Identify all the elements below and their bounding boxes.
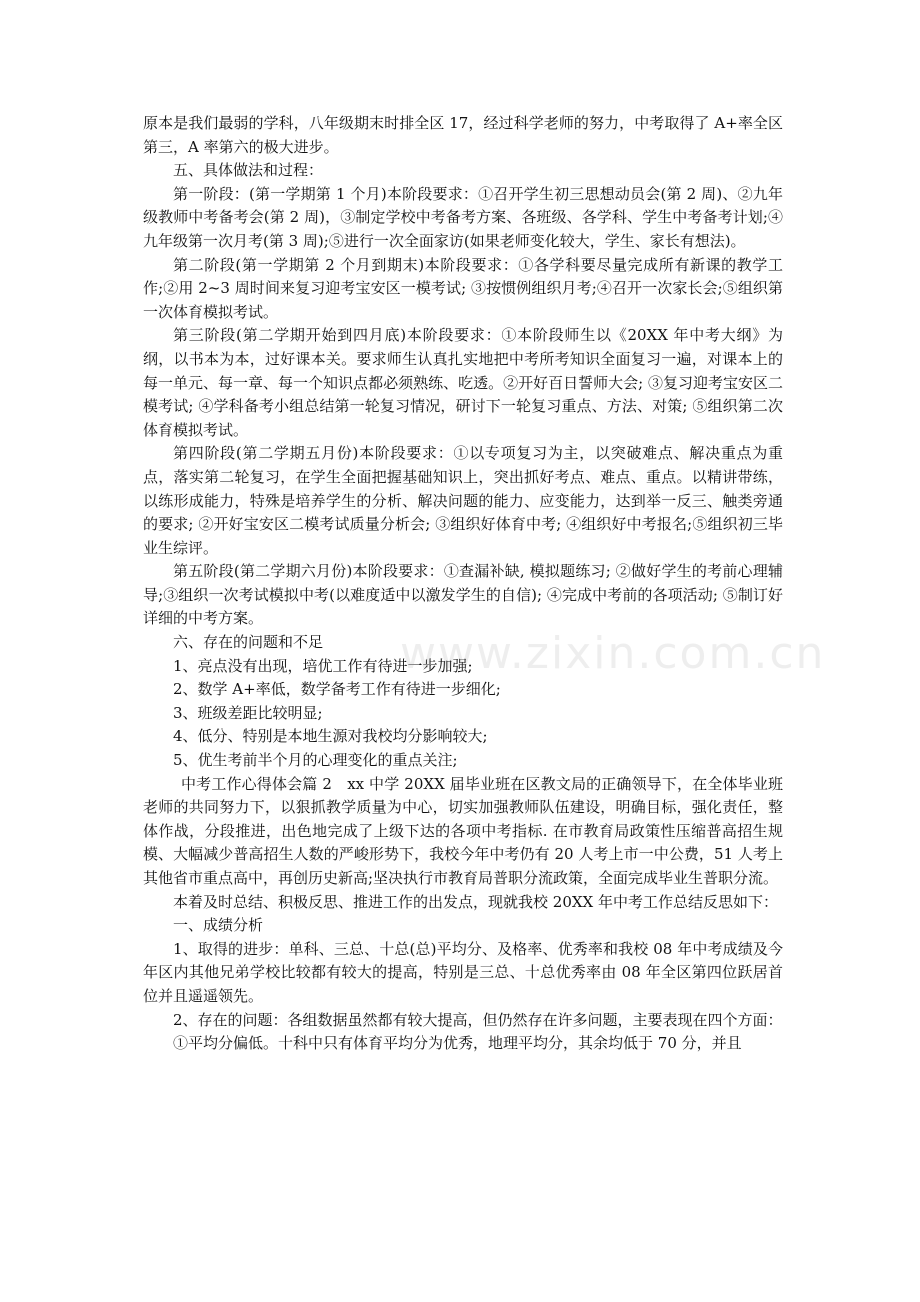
list-item-problem-2: 2、数学 A+率低，数学备考工作有待进一步细化; bbox=[173, 680, 501, 699]
paragraph-progress: 1、取得的进步：单科、三总、十总(总)平均分、及格率、优秀率和我校 08 年中考成绩及今年区内其他兄弟学校比较都有较大的提高，特别是三总、十总优秀率由 08 年全区第四位跃居首位并且遥遥领先。 bbox=[143, 939, 783, 1005]
watermark: www.zixin.com.cn bbox=[400, 628, 826, 679]
heading-section-six: 六、存在的问题和不足 bbox=[173, 633, 324, 652]
paragraph-low-average: ①平均分偏低。十科中只有体育平均分为优秀，地理平均分，其余均低于 70 分，并且 bbox=[173, 1034, 742, 1053]
list-item-problem-5: 5、优生考前半个月的心理变化的重点关注; bbox=[173, 751, 458, 770]
paragraph-summary-intro: 本着及时总结、积极反思、推进工作的出发点，现就我校 20XX 年中考工作总结反思如下： bbox=[173, 892, 778, 911]
list-item-problem-4: 4、低分、特别是本地生源对我校均分影响较大; bbox=[173, 727, 488, 746]
paragraph-article-two-intro: 中考工作心得体会篇 2 xx 中学 20XX 届毕业班在区教文局的正确领导下，在全体毕业班老师的共同努力下，以狠抓教学质量为中心，切实加强教师队伍建设，明确目标，强化责任，整体作战，分段推进，出色地完成了上级下达的各项中考指标. 在市教育局政策性压缩普高招生规模、大幅减少普高招生人数的严峻形势下，我校今年中考仍有 20 人考上市一中公费，51 人考上其他省市重点高中，再创历史新高;坚决执行市教育局普职分流政策，全面完成毕业生普职分流。 bbox=[143, 774, 783, 887]
heading-section-five: 五、具体做法和过程： bbox=[173, 161, 324, 180]
paragraph-science-progress: 原本是我们最弱的学科，八年级期末时排全区 17，经过科学老师的努力，中考取得了 A+率全区第三，A 率第六的极大进步。 bbox=[143, 114, 783, 156]
document-body bbox=[143, 112, 783, 1056]
paragraph-issues: 2、存在的问题：各组数据虽然都有较大提高，但仍然存在许多问题，主要表现在四个方面： bbox=[173, 1010, 783, 1029]
paragraph-stage-one: 第一阶段：(第一学期第 1 个月)本阶段要求：①召开学生初三思想动员会(第 2 周)、②九年级教师中考备考会(第 2 周)，③制定学校中考备考方案、各班级、各学科、学生中考备考计划;④九年级第一次月考(第 3 周);⑤进行一次全面家访(如果老师变化较大，学生、家长有想法)。 bbox=[143, 184, 783, 250]
list-item-problem-3: 3、班级差距比较明显; bbox=[173, 703, 323, 722]
paragraph-stage-four: 第四阶段(第二学期五月份)本阶段要求：①以专项复习为主，以突破难点、解决重点为重点，落实第二轮复习，在学生全面把握基础知识上，突出抓好考点、难点、重点。以精讲带练，以练形成能力，特殊是培养学生的分析、解决问题的能力、应变能力，达到举一反三、触类旁通的要求; ②开好宝安区二模考试质量分析会; ③组织好体育中考; ④组织好中考报名;⑤组织初三毕业生综评。 bbox=[143, 444, 783, 557]
paragraph-stage-three: 第三阶段(第二学期开始到四月底)本阶段要求：①本阶段师生以《20XX 年中考大纲》为纲，以书本为本，过好课本关。要求师生认真扎实地把中考所考知识全面复习一遍，对课本上的每一单元、每一章、每一个知识点都必须熟练、吃透。②开好百日誓师大会; ③复习迎考宝安区二模考试; ④学科备考小组总结第一轮复习情况，研讨下一轮复习重点、方法、对策; ⑤组织第二次体育模拟考试。 bbox=[143, 326, 783, 439]
heading-results-analysis: 一、成绩分析 bbox=[173, 916, 264, 935]
paragraph-stage-two: 第二阶段(第一学期第 2 个月到期末)本阶段要求：①各学科要尽量完成所有新课的教学工作;②用 2~3 周时间来复习迎考宝安区一模考试; ③按惯例组织月考;④召开一次家长会;⑤组织第一次体育模拟考试。 bbox=[143, 255, 783, 321]
list-item-problem-1: 1、亮点没有出现，培优工作有待进一步加强; bbox=[173, 656, 473, 675]
paragraph-stage-five: 第五阶段(第二学期六月份)本阶段要求：①查漏补缺, 模拟题练习; ②做好学生的考前心理辅导;③组织一次考试模拟中考(以难度适中以激发学生的自信); ④完成中考前的各项活动; ⑤制订好详细的中考方案。 bbox=[143, 562, 783, 628]
